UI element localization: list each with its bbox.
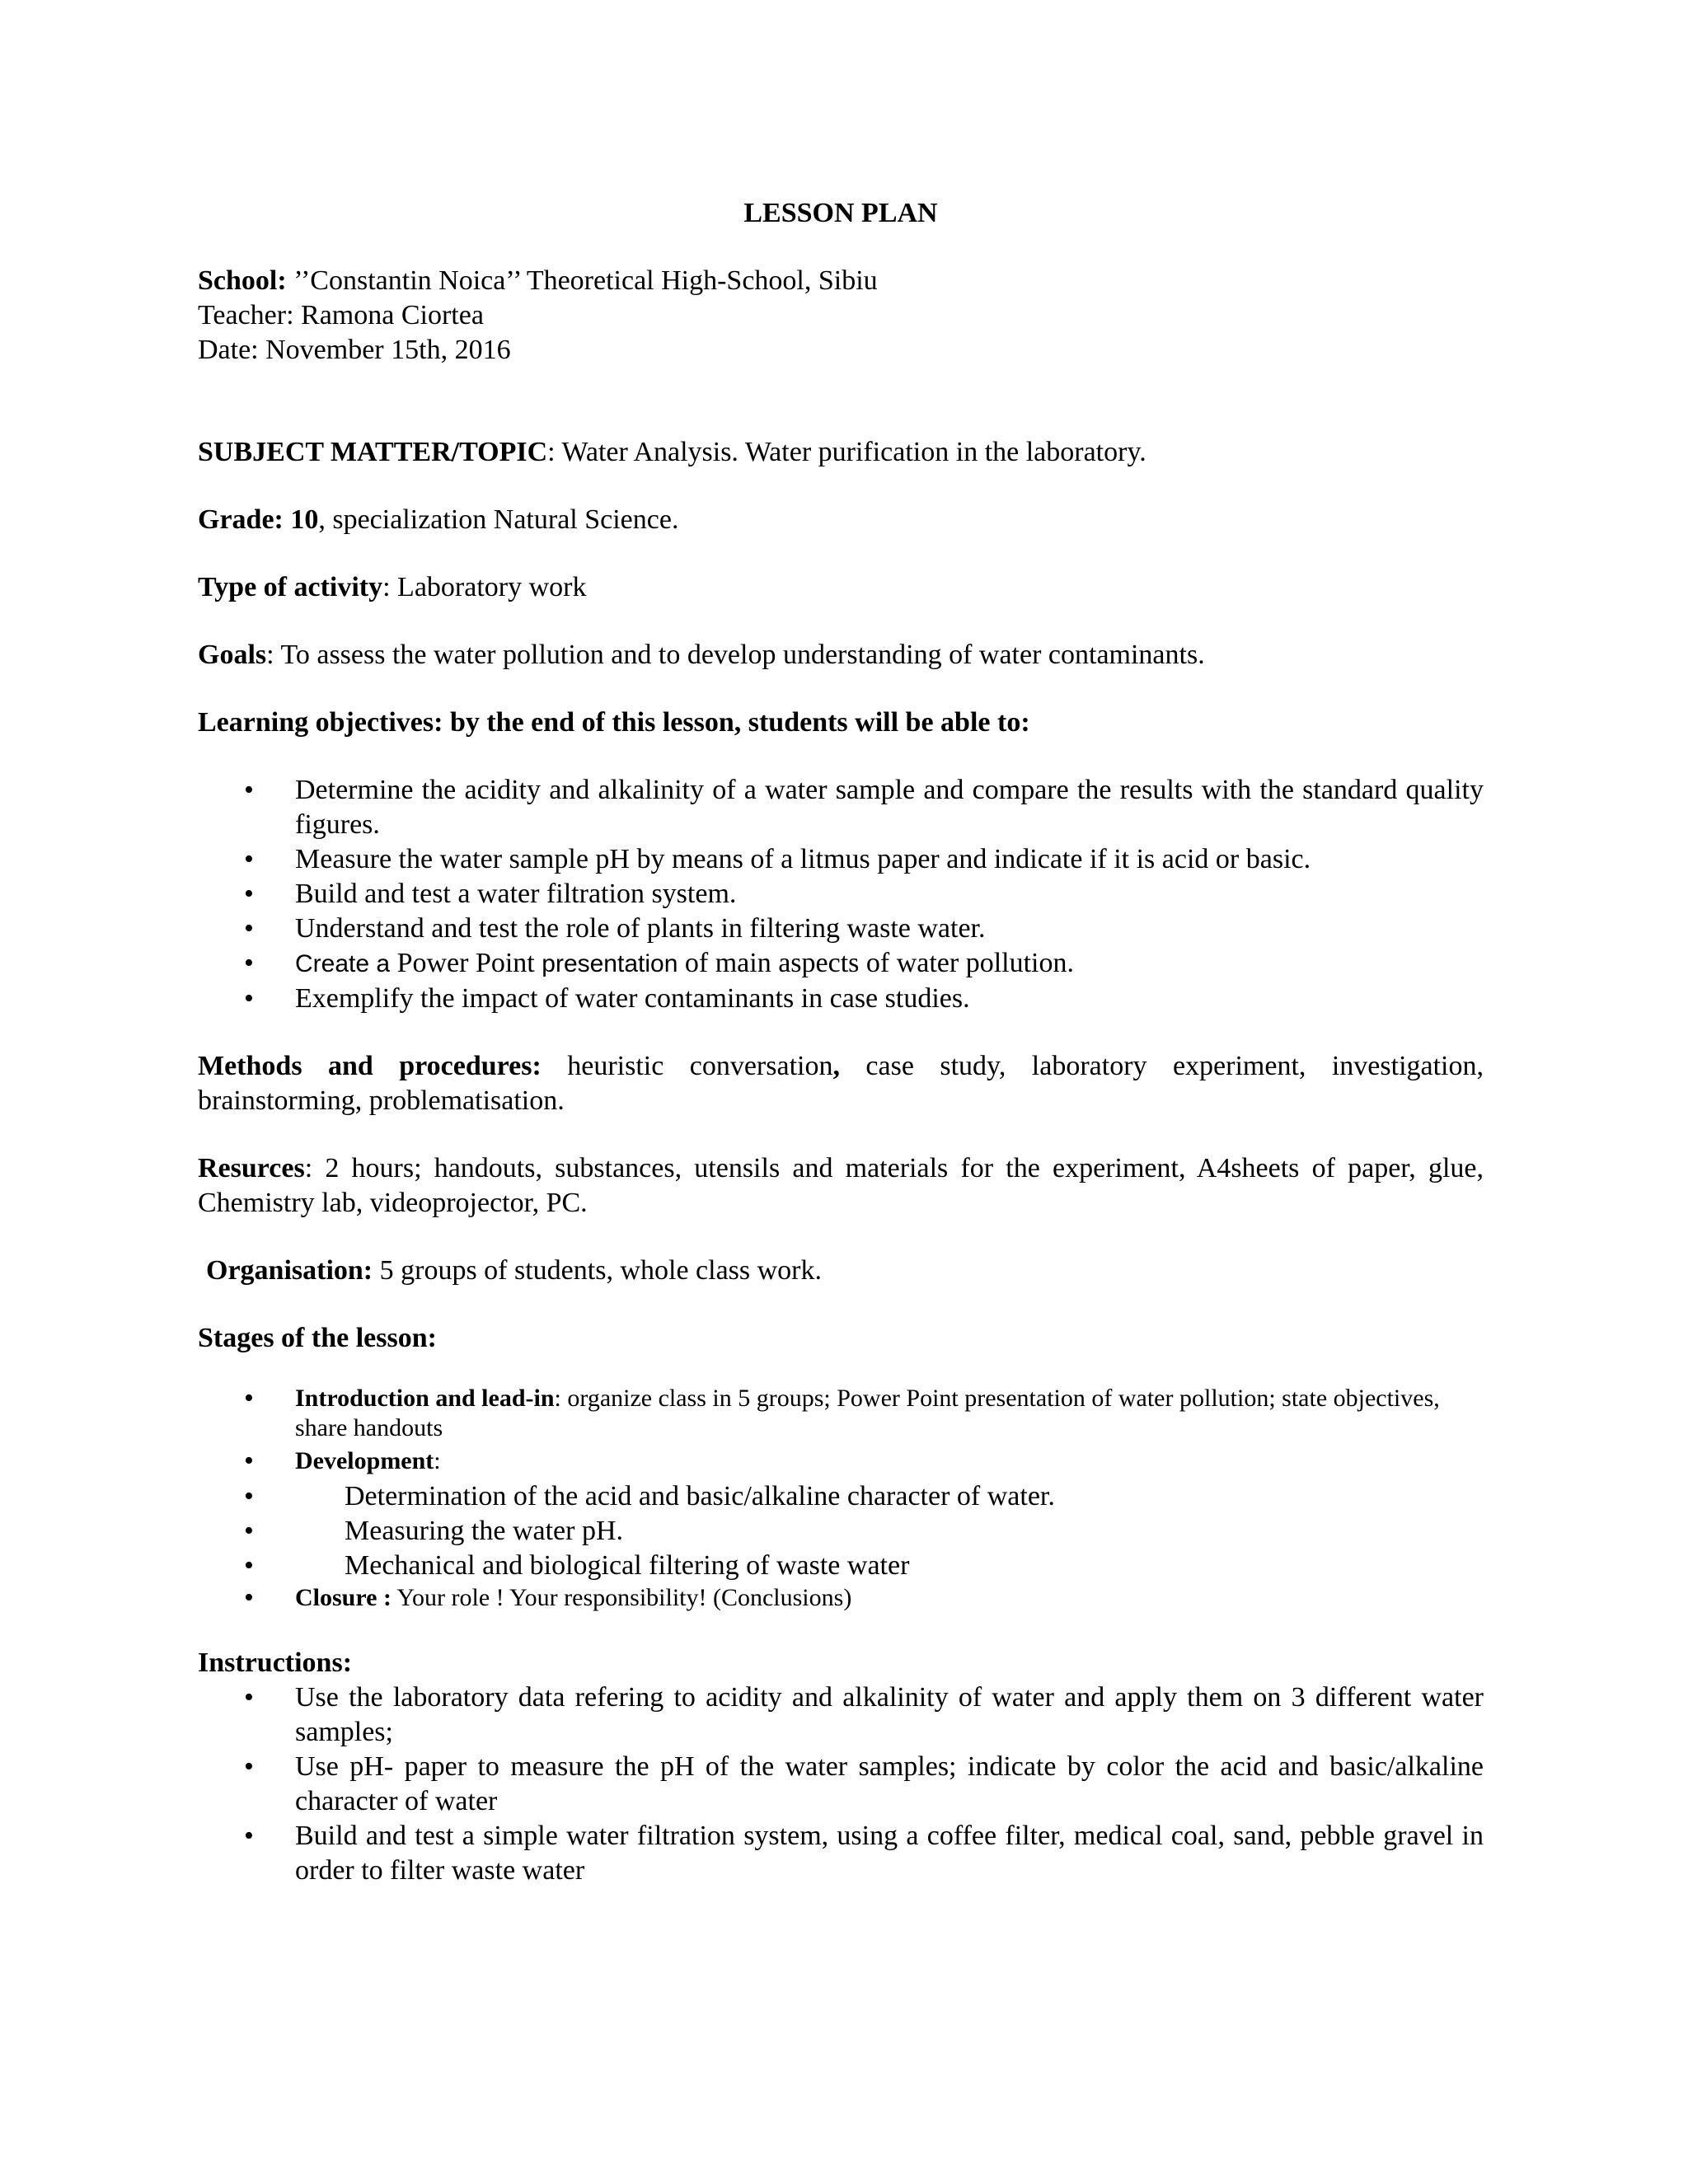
bullet-icon: • <box>244 913 254 944</box>
list-item <box>198 1583 1484 1613</box>
bullet-icon: • <box>244 879 254 909</box>
stage-text: Mechanical and biological filtering of waste water <box>345 1550 910 1581</box>
stage-text: : <box>434 1447 441 1474</box>
objective-text: Exemplify the impact of water contaminants in case studies. <box>295 983 970 1014</box>
list-item <box>198 1384 1484 1443</box>
bullet-icon: • <box>244 1582 254 1613</box>
objective-text: Measure the water sample pH by means of a litmus paper and indicate if it is acid or basic. <box>295 844 1311 874</box>
objective-text: Build and test a water filtration system. <box>295 879 737 909</box>
resources-paragraph <box>198 1151 1484 1221</box>
bullet-icon: • <box>244 1682 254 1713</box>
objective-text-part: Create a <box>295 950 391 977</box>
date-line: Date: November 15th, 2016 <box>198 335 511 365</box>
list-item <box>198 1750 1484 1819</box>
list-item <box>198 842 1484 877</box>
list-item <box>198 877 1484 912</box>
stage-text: : organize class in 5 groups; Power Point presentation of water pollution; state objectives, share handouts <box>295 1385 1440 1441</box>
objective-text-part: Power Point <box>390 948 542 978</box>
list-item <box>198 1549 1484 1583</box>
goals-value: : To assess the water pollution and to develop understanding of water contaminants. <box>266 640 1205 670</box>
bullet-icon: • <box>244 844 254 874</box>
list-item <box>198 1446 1484 1476</box>
stages-heading: Stages of the lesson: <box>198 1323 437 1353</box>
stage-text: Your role ! Your responsibility! (Conclusions) <box>391 1584 852 1611</box>
bullet-icon: • <box>244 948 254 978</box>
methods-value: heuristic conversation <box>541 1051 833 1081</box>
list-item <box>198 1819 1484 1888</box>
methods-comma: , <box>832 1051 840 1081</box>
list-item <box>198 1479 1484 1514</box>
activity-line <box>198 570 1484 605</box>
instructions-heading: Instructions: <box>198 1647 353 1678</box>
bullet-icon: • <box>244 1751 254 1782</box>
objectives-list <box>198 773 1484 1016</box>
school-line <box>198 264 1484 298</box>
teacher-line: Teacher: Ramona Ciortea <box>198 300 484 330</box>
objective-text: Understand and test the role of plants in filtering waste water. <box>295 913 986 944</box>
document-page <box>198 196 1484 1888</box>
resources-label: Resurces <box>198 1153 305 1183</box>
bullet-icon: • <box>244 1383 254 1413</box>
activity-label: Type of activity <box>198 572 383 602</box>
resources-value: : 2 hours; handouts, substances, utensils and materials for the experiment, A4sheets of paper, glue, Chemistry lab, videoprojector, PC. <box>198 1153 1484 1218</box>
objective-text: Determine the acidity and alkalinity of a water sample and compare the results with the standard quality figures. <box>295 775 1484 840</box>
objectives-heading: Learning objectives: by the end of this lesson, students will be able to: <box>198 707 1030 738</box>
school-value: ’’Constantin Noica’’ Theoretical High-School, Sibiu <box>286 265 878 296</box>
instruction-text: Build and test a simple water filtration system, using a coffee filter, medical coal, sand, pebble gravel in order to filter waste water <box>295 1821 1484 1886</box>
list-item <box>198 1680 1484 1750</box>
stage-label: Introduction and lead-in <box>295 1385 555 1412</box>
goals-line <box>198 638 1484 673</box>
stage-text: Determination of the acid and basic/alkaline character of water. <box>345 1481 1055 1511</box>
bullet-icon: • <box>244 1516 254 1546</box>
stages-list <box>198 1384 1484 1613</box>
methods-paragraph <box>198 1049 1484 1118</box>
organisation-line <box>198 1254 1484 1288</box>
page-title: LESSON PLAN <box>743 198 938 228</box>
objective-text-part: presentation <box>542 950 678 977</box>
methods-rest: case study, laboratory experiment, investigation, brainstorming, problematisation. <box>198 1051 1484 1116</box>
grade-label: Grade: 10 <box>198 504 319 535</box>
subject-value: : Water Analysis. Water purification in the laboratory. <box>547 437 1146 467</box>
school-label: School: <box>198 265 287 296</box>
stage-label: Closure : <box>295 1584 392 1611</box>
stage-label: Development <box>295 1447 434 1474</box>
bullet-icon: • <box>244 1446 254 1476</box>
grade-line <box>198 503 1484 537</box>
grade-value: , specialization Natural Science. <box>318 504 679 535</box>
bullet-icon: • <box>244 1550 254 1581</box>
activity-value: : Laboratory work <box>382 572 587 602</box>
organisation-label: Organisation: <box>206 1255 373 1286</box>
bullet-icon: • <box>244 775 254 805</box>
goals-label: Goals <box>198 640 267 670</box>
organisation-value: 5 groups of students, whole class work. <box>373 1255 823 1286</box>
subject-label: SUBJECT MATTER/TOPIC <box>198 437 548 467</box>
list-item <box>198 773 1484 842</box>
objective-text-part: of main aspects of water pollution. <box>678 948 1074 978</box>
list-item <box>198 982 1484 1016</box>
instructions-list <box>198 1680 1484 1888</box>
instruction-text: Use pH- paper to measure the pH of the water samples; indicate by color the acid and basic/alkaline character of water <box>295 1751 1484 1816</box>
list-item <box>198 1514 1484 1549</box>
stage-text: Measuring the water pH. <box>345 1516 624 1546</box>
bullet-icon: • <box>244 1821 254 1851</box>
instruction-text: Use the laboratory data refering to acidity and alkalinity of water and apply them on 3 different water samples; <box>295 1682 1484 1747</box>
list-item <box>198 912 1484 946</box>
methods-label: Methods and procedures: <box>198 1051 542 1081</box>
subject-line <box>198 435 1484 470</box>
list-item <box>198 946 1484 982</box>
bullet-icon: • <box>244 983 254 1014</box>
bullet-icon: • <box>244 1481 254 1511</box>
